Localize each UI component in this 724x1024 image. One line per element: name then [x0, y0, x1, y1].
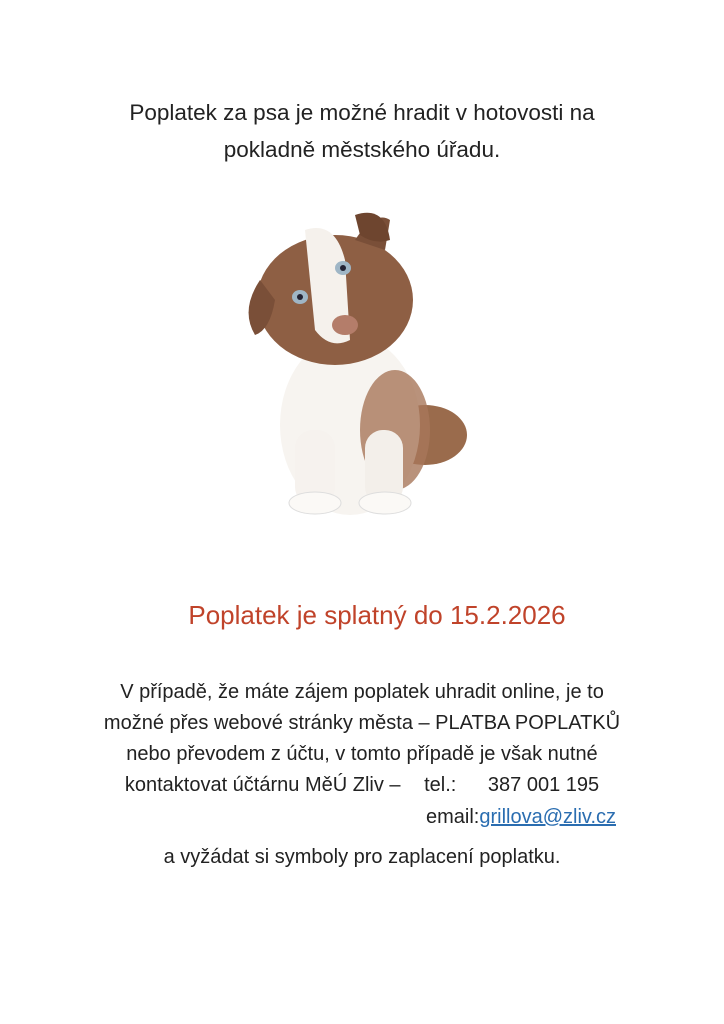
body-line-1: V případě, že máte zájem poplatek uhradit online, je to [120, 681, 604, 703]
body-line-2: možné přes webové stránky města – PLATBA POPLATKŮ [103, 712, 621, 734]
body-line-4 [0, 774, 724, 797]
intro-line-2: pokladně městského úřadu. [223, 137, 501, 162]
email-link[interactable]: grillova@zliv.cz [479, 806, 616, 828]
due-date-notice: Poplatek je splatný do 15.2.2026 [188, 600, 566, 630]
email-label: email: [426, 806, 480, 828]
puppy-image [235, 200, 475, 520]
closing-line: a vyžádat si symboly pro zaplacení poplatku. [163, 846, 561, 868]
intro-line-1: Poplatek za psa je možné hradit v hotovosti na [129, 100, 595, 125]
tel-number: 387 001 195 [487, 774, 600, 796]
body-line-3: nebo převodem z účtu, v tomto případě je však nutné [126, 743, 598, 765]
dog-nose [332, 315, 358, 335]
email-line [0, 806, 616, 829]
contact-text: kontaktovat účtárnu MěÚ Zliv – [124, 774, 401, 796]
tel-label: tel.: [424, 774, 457, 796]
